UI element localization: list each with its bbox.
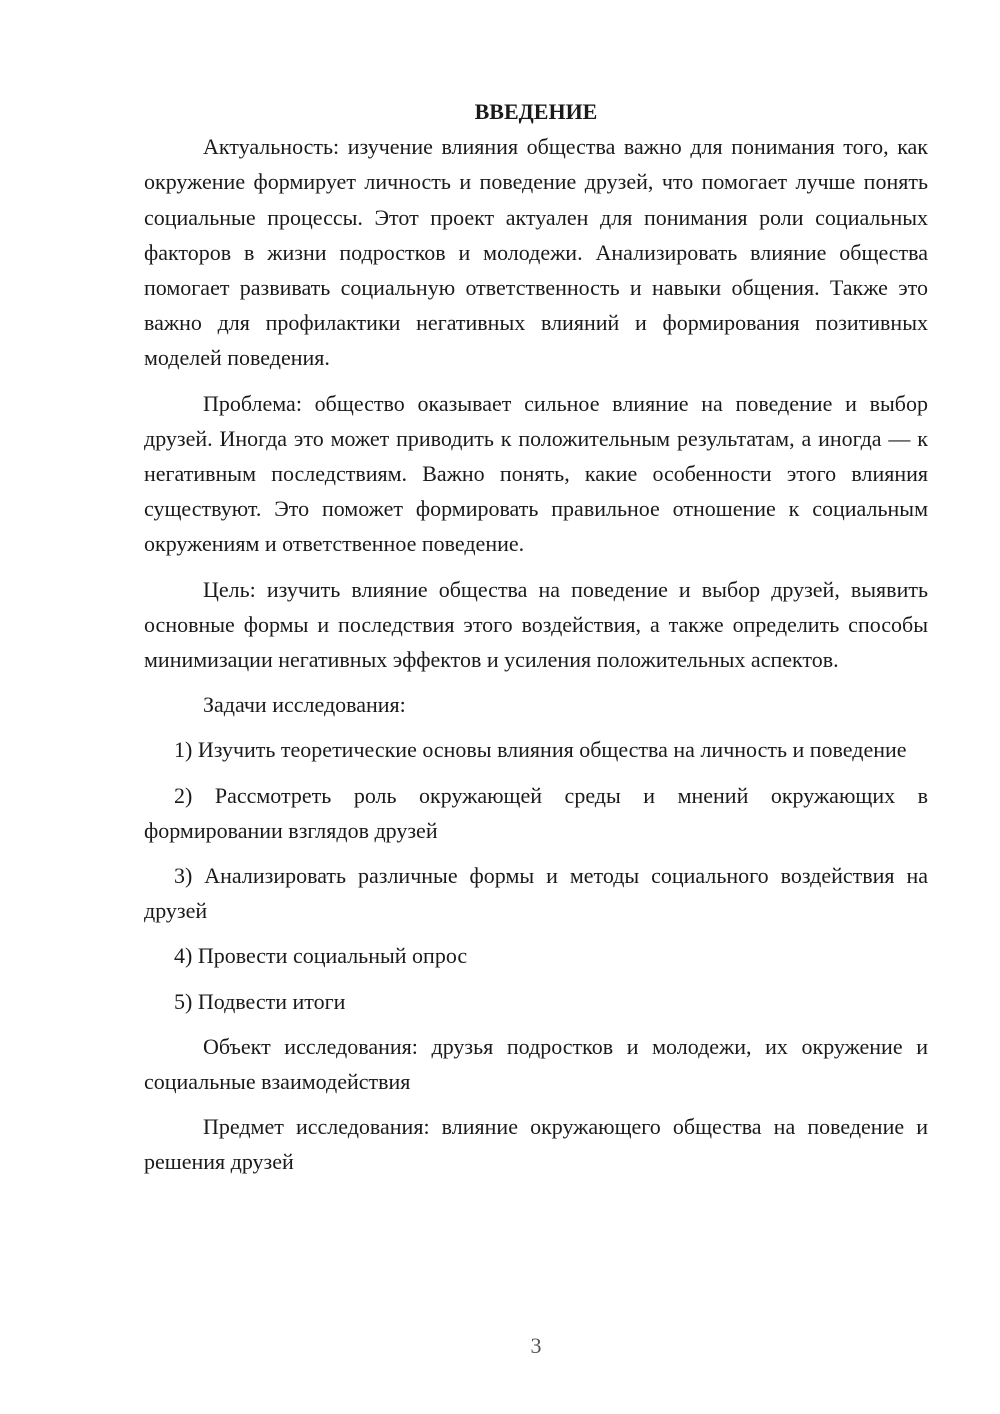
paragraph-subject: Предмет исследования: влияние окружающего общества на поведение и решения друзей [144,1114,928,1175]
paragraph-object: Объект исследования: друзья подростков и молодежи, их окружение и социальные взаимодействия [144,1033,928,1095]
task-item: 5) Подвести итоги [174,988,346,1014]
task-item: 2) Рассмотреть роль окружающей среды и мнений окружающих в формировании взглядов друзей [144,782,928,843]
page-number: 3 [530,1333,542,1358]
paragraph-goal: Цель: изучить влияние общества на поведение и выбор друзей, выявить основные формы и последствия этого воздействия, а также определить способы минимизации негативных эффектов и усиления положительных аспектов. [144,576,928,673]
tasks-intro: Задачи исследования: [203,692,406,718]
paragraph-problem: Проблема: общество оказывает сильное влияние на поведение и выбор друзей. Иногда это может приводить к положительным результатам, а иногда — к негативным последствиям. Важно понять, какие особенности этого влияния существуют. Это поможет формировать правильное отношение к социальным окружениям и ответственное поведение. [144,390,928,557]
page-content [144,94,928,1190]
task-item: 1) Изучить теоретические основы влияния общества на личность и поведение [174,737,907,763]
task-item: 4) Провести социальный опрос [174,943,468,969]
paragraph-relevance: Актуальность: изучение влияния общества важно для понимания того, как окружение формирует личность и поведение друзей, что помогает лучше понять социальные процессы. Этот проект актуален для понимания роли социальных факторов в жизни подростков и молодежи. Анализировать влияние общества помогает развивать социальную ответственность и навыки общения. Также это важно для профилактики негативных влияний и формирования позитивных моделей поведения. [144,134,928,371]
task-item: 3) Анализировать различные формы и методы социального воздействия на друзей [144,863,928,924]
section-heading: ВВЕДЕНИЕ [474,99,598,124]
